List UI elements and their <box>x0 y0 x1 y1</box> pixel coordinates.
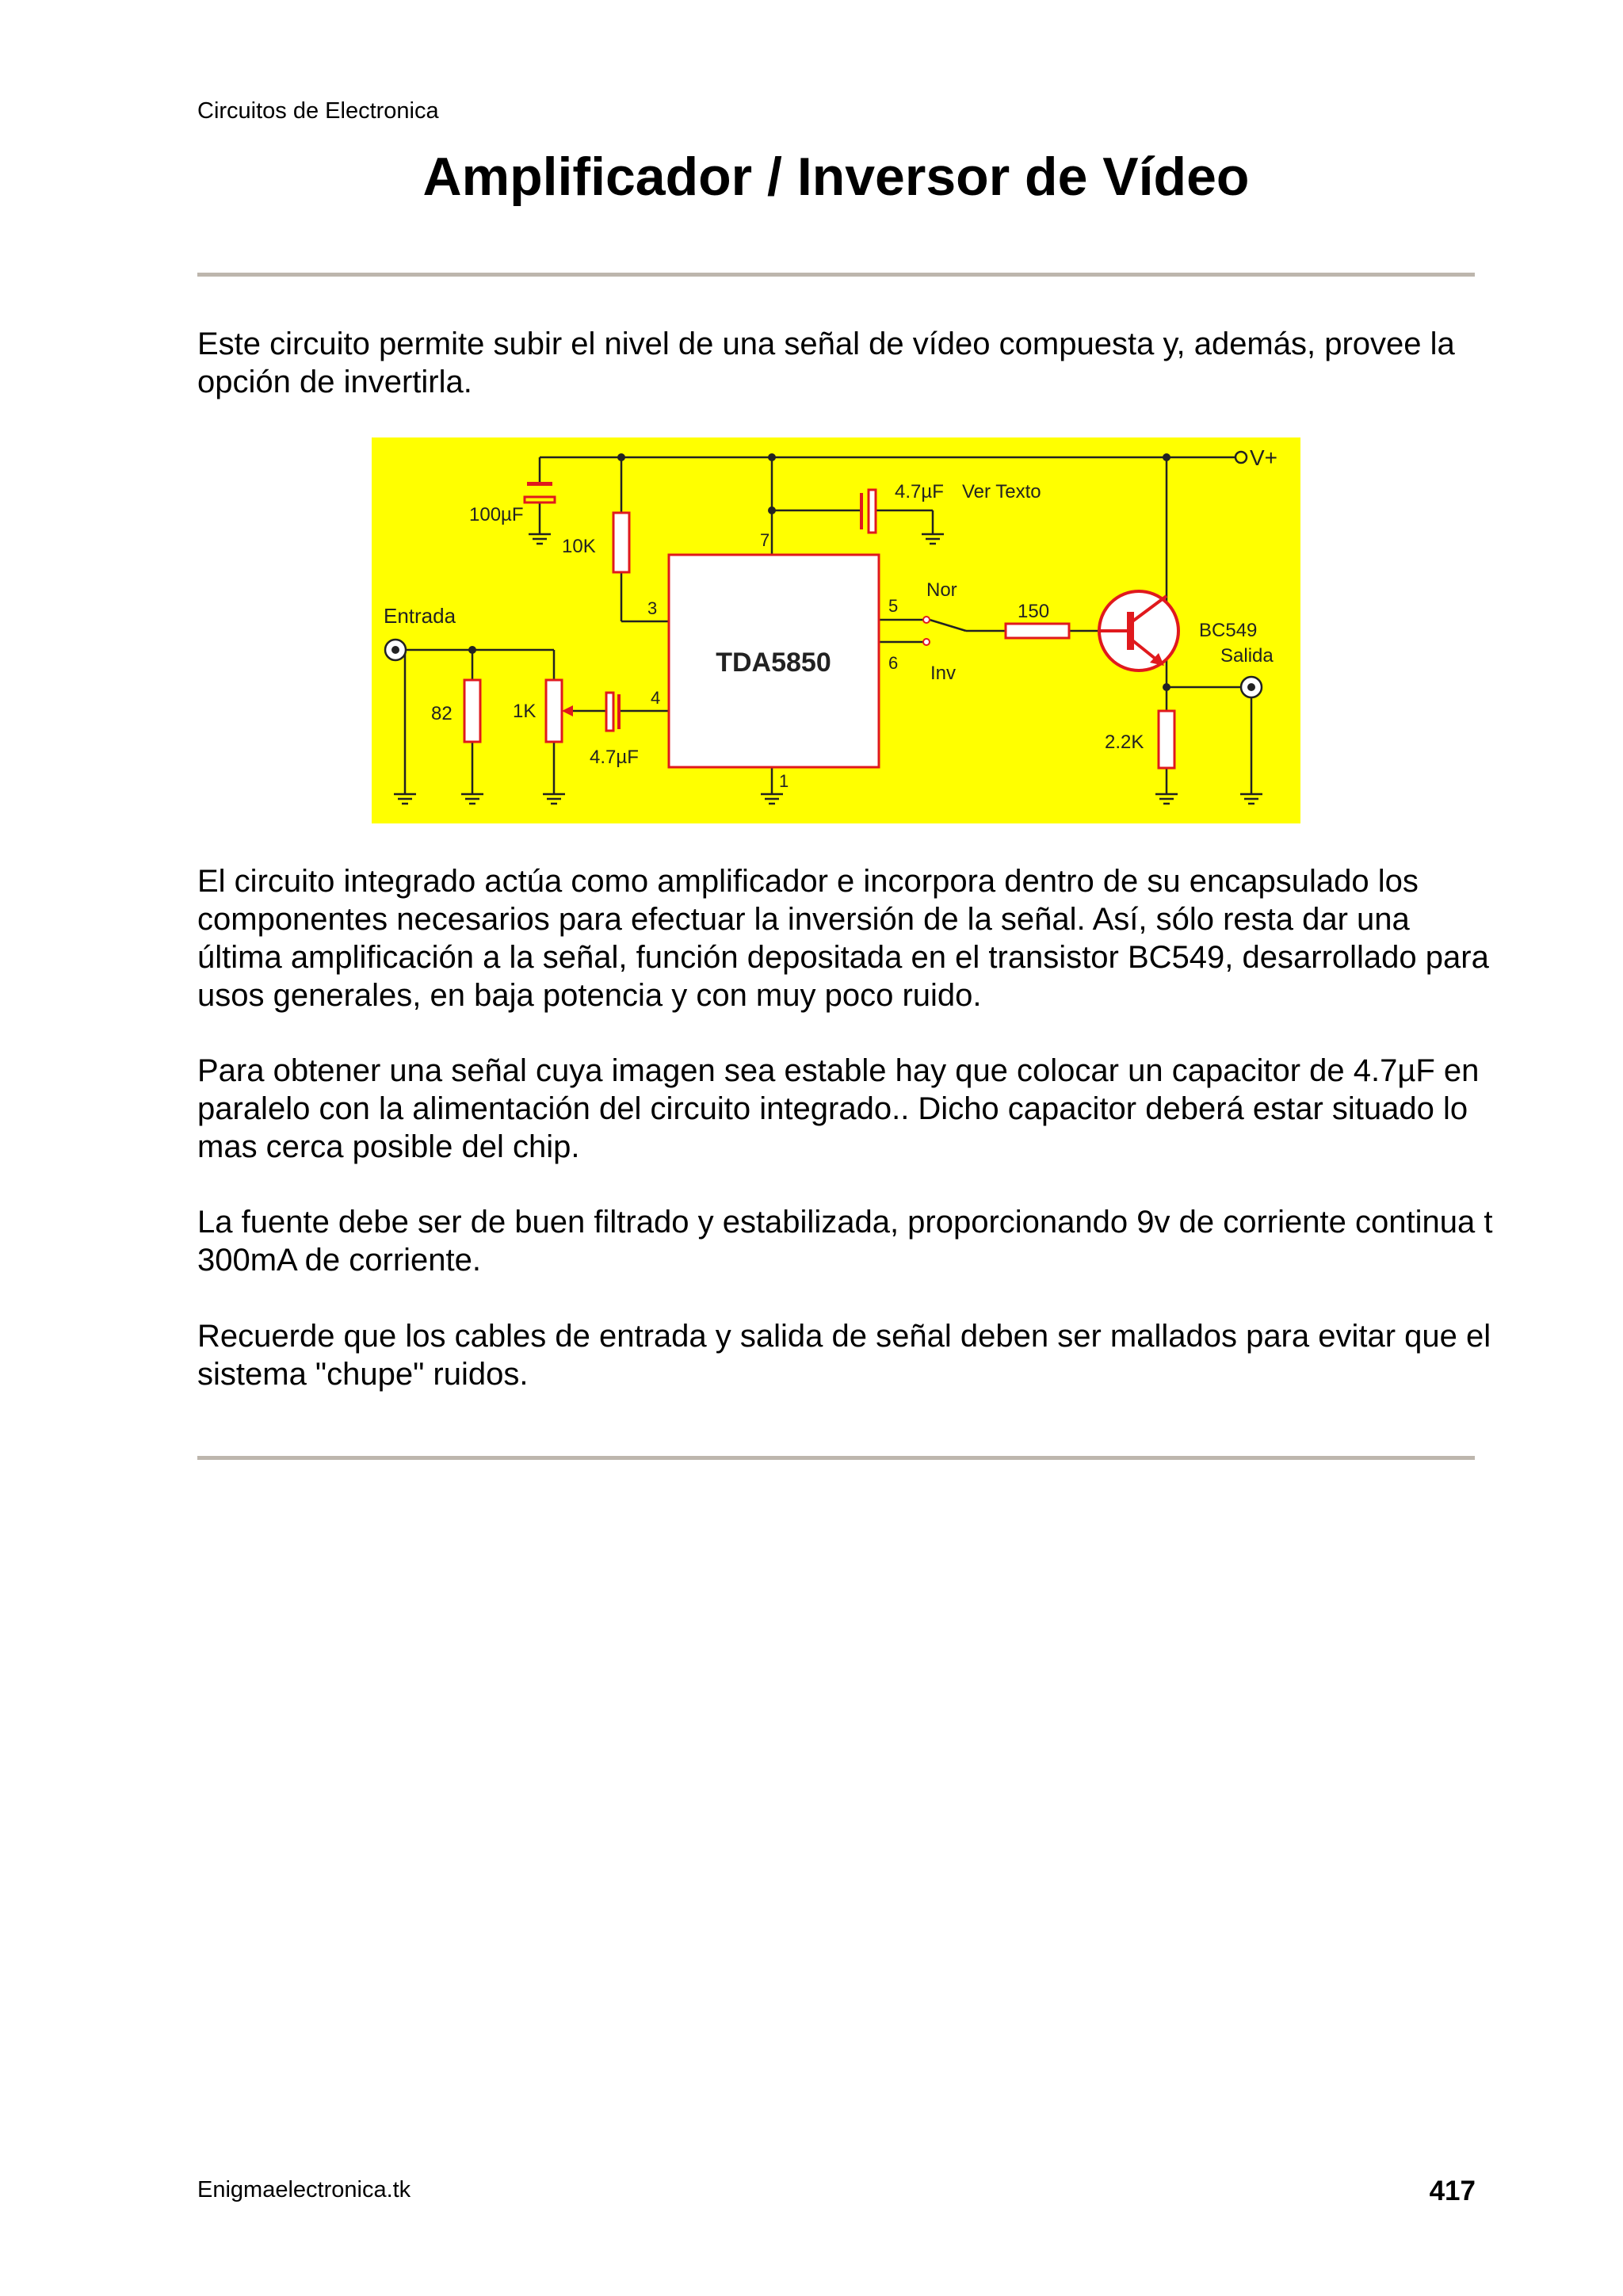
ic-label: TDA5850 <box>716 648 831 678</box>
pin-3-label: 3 <box>647 598 658 618</box>
pin-7-label: 7 <box>760 530 770 550</box>
intro-paragraph: Este circuito permite subir el nivel de una señal de vídeo compuesta y, además, provee la opción de invertirla. <box>197 327 1455 399</box>
resistor-base-icon <box>1006 624 1069 638</box>
cap-decoupling-label: 4.7µF <box>895 481 944 502</box>
potentiometer-icon <box>546 680 562 742</box>
supply-label: V+ <box>1250 445 1278 470</box>
running-header: Circuitos de Electronica <box>197 98 439 124</box>
r-emitter-label: 2.2K <box>1105 732 1144 753</box>
pin-1-label: 1 <box>779 771 789 791</box>
r-bias-label: 10K <box>562 536 596 557</box>
pin-5-label: 5 <box>888 596 899 616</box>
r-base-label: 150 <box>1018 601 1050 622</box>
cap-input-label: 4.7µF <box>590 747 639 768</box>
cap-note-label: Ver Texto <box>962 481 1041 502</box>
bottom-divider <box>197 1456 1475 1460</box>
resistor-input-icon <box>464 680 480 742</box>
page-title: Amplificador / Inversor de Vídeo <box>422 147 1250 207</box>
body-paragraph-1: El circuito integrado actúa como amplificador e incorpora dentro de su encapsulado los componentes necesarios para efectuar la inversión de la señal. Así, sólo resta dar una última amplificación a la señal, función depositada en el transistor BC549, desarrollado para usos generales, en baja potencia y con muy poco ruido. <box>197 864 1489 1013</box>
output-label: Salida <box>1220 645 1274 667</box>
resistor-emitter-icon <box>1159 711 1174 768</box>
input-label: Entrada <box>384 604 456 628</box>
body-paragraph-3: La fuente debe ser de buen filtrado y estabilizada, proporcionando 9v de corriente continua t 300mA de corriente. <box>197 1205 1493 1278</box>
pin-4-label: 4 <box>651 688 661 708</box>
top-divider <box>197 273 1475 277</box>
switch-normal-label: Nor <box>926 579 957 601</box>
transistor-icon <box>1099 591 1178 670</box>
r-input-label: 82 <box>431 703 453 724</box>
cap-input-icon <box>606 693 621 731</box>
footer-site: Enigmaelectronica.tk <box>197 2177 411 2202</box>
circuit-diagram <box>372 437 1300 823</box>
cap-decoupling-icon <box>860 490 876 533</box>
pot-label: 1K <box>513 701 537 722</box>
supply-terminal <box>1235 452 1247 463</box>
resistor-bias-icon <box>613 513 629 572</box>
switch-invert-label: Inv <box>930 663 957 684</box>
pin-6-label: 6 <box>888 653 899 673</box>
body-paragraph-4: Recuerde que los cables de entrada y salida de señal deben ser mallados para evitar que el sistema "chupe" ruidos. <box>197 1319 1491 1392</box>
transistor-label: BC549 <box>1199 620 1258 641</box>
page-number: 417 <box>1429 2176 1476 2206</box>
cap-main-label: 100µF <box>469 504 524 525</box>
body-paragraph-2: Para obtener una señal cuya imagen sea estable hay que colocar un capacitor de 4.7µF en paralelo con la alimentación del circuito integrado.. Dicho capacitor deberá estar situado lo mas cerca posible del chip. <box>197 1053 1480 1164</box>
